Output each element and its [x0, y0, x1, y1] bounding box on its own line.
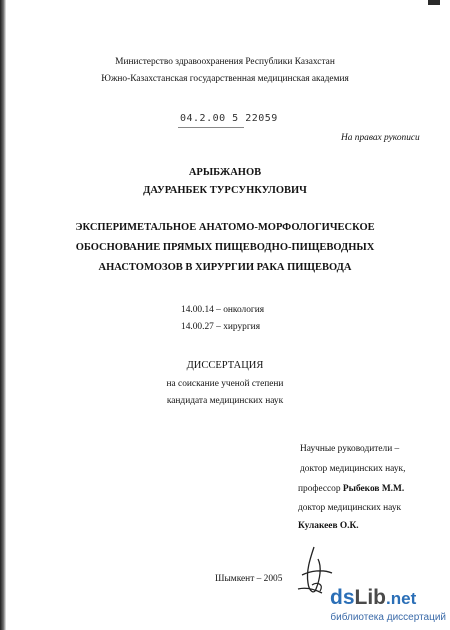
author-name: ДАУРАНБЕК ТУРСУНКУЛОВИЧ	[143, 185, 307, 196]
library-stamp: 04.2.00 5 22059	[180, 113, 278, 124]
supervisor-1-title: профессор	[298, 484, 343, 494]
logo-lib: Lib	[354, 586, 387, 609]
title-line-3: АНАСТОМОЗОВ В ХИРУРГИИ РАКА ПИЩЕВОДА	[98, 262, 352, 273]
supervisor-1-degree: доктор медицинских наук,	[300, 464, 406, 474]
supervisor-2-name: Кулакеев О.К.	[298, 521, 359, 531]
supervisor-2-degree: доктор медицинских наук	[298, 503, 402, 513]
supervisor-1-line	[298, 484, 404, 494]
specialty-surgery: 14.00.27 – хирургия	[181, 322, 261, 332]
rights-note: На правах рукописи	[341, 133, 420, 143]
author-surname: АРЫБЖАНОВ	[188, 167, 262, 178]
logo-subtitle: библиотека диссертаций	[330, 612, 446, 623]
dissertation-label: ДИССЕРТАЦИЯ	[186, 360, 264, 371]
title-line-2: ОБОСНОВАНИЕ ПРЯМЫХ ПИЩЕВОДНО-ПИЩЕВОДНЫХ	[75, 242, 375, 253]
title-line-1: ЭКСПЕРИМЕТАЛЬНОЕ АНАТОМО-МОРФОЛОГИЧЕСКОЕ	[75, 222, 375, 233]
scan-spine-shadow	[0, 0, 6, 630]
ministry-line: Министерство здравоохранения Республики Казахстан	[115, 57, 335, 67]
logo-net: .net	[386, 589, 417, 608]
specialty-oncology: 14.00.14 – онкология	[181, 305, 265, 315]
degree-line-2: кандидата медицинских наук	[166, 396, 284, 406]
stamp-underline	[178, 127, 244, 128]
academy-line: Южно-Казахстанская государственная медицинская академия	[101, 74, 349, 84]
supervisors-heading: Научные руководители –	[300, 444, 400, 454]
supervisor-1-name: Рыбеков М.М.	[342, 484, 405, 494]
place-year: Шымкент – 2005	[215, 574, 283, 584]
dslib-watermark-logo	[330, 586, 446, 626]
logo-ds: ds	[330, 586, 355, 609]
scan-corner-mark	[428, 0, 440, 5]
logo-wordmark	[330, 586, 416, 610]
degree-line-1: на соискание ученой степени	[166, 379, 284, 389]
